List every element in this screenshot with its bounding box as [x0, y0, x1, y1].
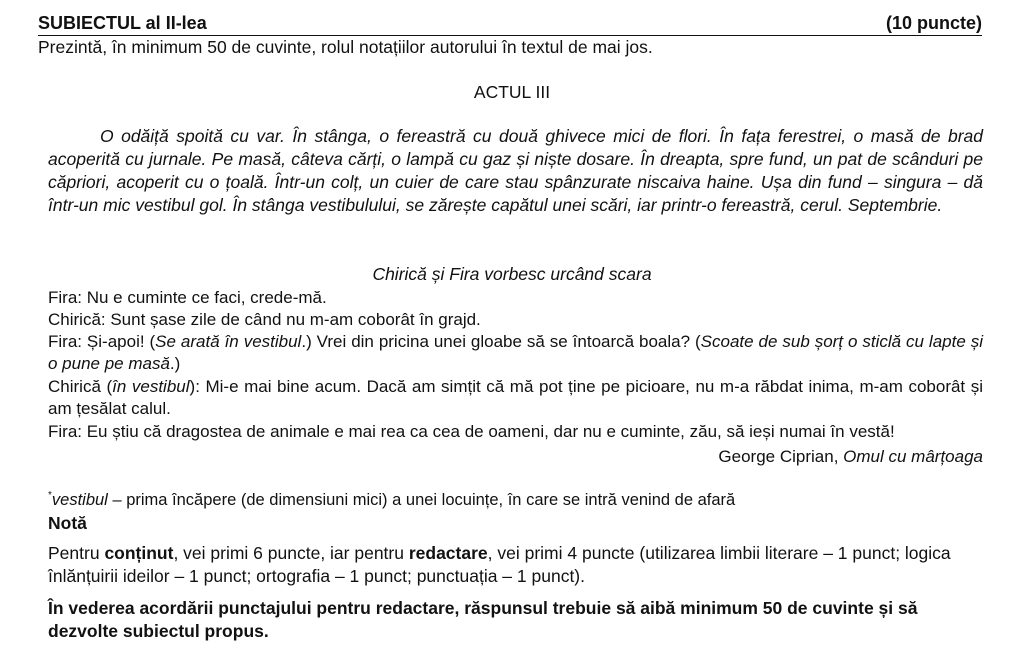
nota-part: , vei primi 4 puncte (utilizarea limbii literare – 1 punct; logica înlănțuirii ideilor – 1 punct; ortografia – 1 punct; punctuația – 1 punct). [48, 543, 951, 586]
section-header [38, 11, 982, 36]
speaker: Fira: [48, 288, 82, 307]
nota-part: , vei primi 6 puncte, iar pentru [173, 543, 409, 563]
dialogue-line [48, 376, 983, 420]
line-text: .) Vrei din pricina unei gloabe să se întoarcă boala? ( [301, 332, 701, 351]
nota-part: Pentru [48, 543, 105, 563]
stage-note: Scoate de sub șorț o sticlă cu lapte și o pune pe masă [48, 332, 984, 373]
dialogue-line [48, 331, 983, 375]
nota-bold: conținut [104, 543, 174, 563]
final-requirement: În vederea acordării punctajului pentru redactare, răspunsul trebuie să aibă minimum 50 de cuvinte și să dezvolte subiectul propus. [48, 598, 918, 641]
author-name: George Ciprian, [718, 447, 844, 466]
scene-description: O odăiță spoită cu var. În stânga, o fereastră cu două ghivece mici de flori. În fața ferestrei, o masă de brad acoperită cu jurnale. Pe masă, câteva cărți, o lampă cu gaz și niște dosare. În dreapta, spre fund, un pat de scânduri pe căpriori, acoperit cu o țoală. Într-un colț, un cuier de care stau spânzurate niscaiva haine. Ușa din fund – singura – dă într-un mic vestibul gol. În stânga vestibulului, se zărește capătul unei scări, iar printr-o fereastră, cerul. Septembrie. [48, 126, 983, 215]
dialogue-line [48, 309, 983, 331]
line-text: Sunt șase zile de când nu m-am coborât în grajd. [105, 310, 481, 329]
instruction-text: Prezintă, în minimum 50 de cuvinte, rolul notațiilor autorului în textul de mai jos. [38, 37, 653, 57]
speaker: Chirică [48, 377, 101, 396]
stage-note: în vestibul [112, 377, 190, 396]
section-title: SUBIECTUL al II-lea [38, 13, 207, 33]
stage-direction: Chirică și Fira vorbesc urcând scara [372, 264, 652, 284]
author-attribution [718, 447, 983, 467]
line-text: Nu e cuminte ce faci, crede-mă. [82, 288, 327, 307]
section-points: (10 puncte) [885, 13, 982, 33]
footnote-marker: * [48, 490, 52, 501]
line-text: Și-apoi! ( [82, 332, 156, 351]
footnote-definition: – prima încăpere (de dimensiuni mici) a unei locuințe, în care se intră venind de afară [107, 491, 736, 509]
speaker: Fira: [48, 332, 82, 351]
line-text: ( [100, 377, 113, 396]
speaker: Fira: [48, 422, 82, 441]
nota-label: Notă [48, 513, 87, 533]
line-text: Eu știu că dragostea de animale e mai rea ca cea de oameni, dar nu e cuminte, zău, să ieși numai în vestă! [82, 422, 895, 441]
dialogue-line [48, 287, 983, 309]
footnote-term: vestibul [51, 491, 108, 509]
nota-bold: redactare [408, 543, 488, 563]
speaker: Chirică: [48, 310, 106, 329]
line-text: ): Mi-e mai bine acum. Dacă am simțit că mă pot ține pe picioare, nu m-a răbdat inima, m-am coborât și am țesălat calul. [48, 377, 983, 418]
stage-note: Se arată în vestibul [155, 332, 302, 351]
nota-text [48, 542, 988, 588]
act-title: ACTUL III [473, 82, 551, 102]
line-text: .) [169, 354, 181, 373]
footnote [48, 490, 735, 510]
work-title: Omul cu mârțoaga [843, 447, 983, 466]
dialogue-line [48, 421, 983, 443]
